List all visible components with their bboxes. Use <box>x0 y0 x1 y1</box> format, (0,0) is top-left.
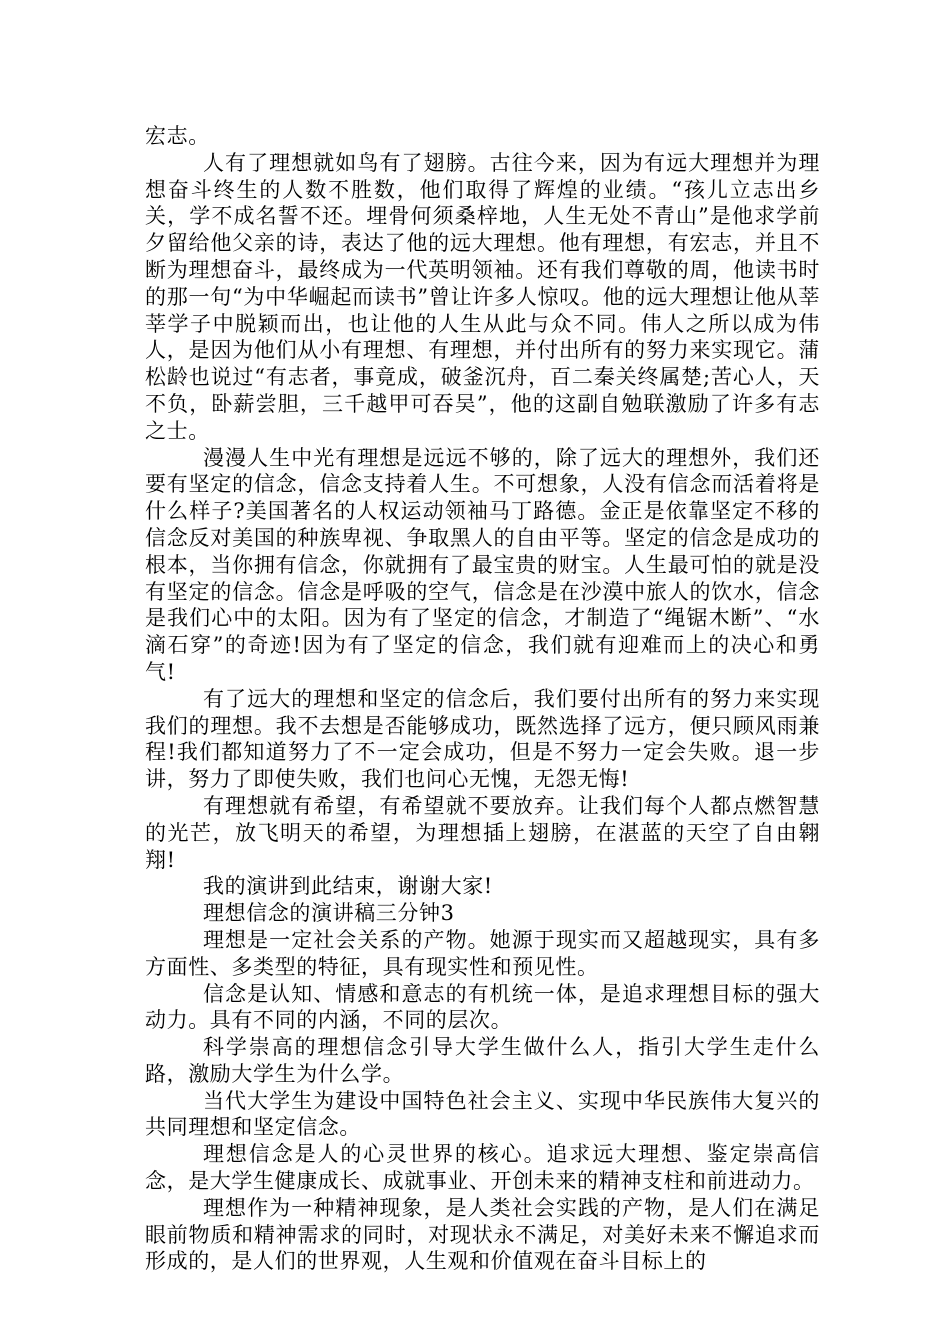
paragraph: 人有了理想就如鸟有了翅膀。古往今来，因为有远大理想并为理想奋斗终生的人数不胜数，他们取得了辉煌的业绩。“孩儿立志出乡关，学不成名誓不还。埋骨何须桑梓地，人生无处不青山”是他求学前夕留给他父亲的诗，表达了他的远大理想。他有理想，有宏志，并且不断为理想奋斗，最终成为一代英明领袖。还有我们尊敬的周，他读书时的那一句“为中华崛起而读书”曾让许多人惊叹。他的远大理想让他从莘莘学子中脱颖而出，也让他的人生从此与众不同。伟人之所以成为伟人，是因为他们从小有理想、有理想，并付出所有的努力来实现它。蒲松龄也说过“有志者，事竟成，破釜沉舟，百二秦关终属楚;苦心人，天不负，卧薪尝胆，三千越甲可吞吴”，他的这副自勉联激励了许多有志之士。 <box>145 150 820 443</box>
paragraph: 当代大学生为建设中国特色社会主义、实现中华民族伟大复兴的共同理想和坚定信念。 <box>145 1088 820 1140</box>
paragraph: 有理想就有希望，有希望就不要放弃。让我们每个人都点燃智慧的光芒，放飞明天的希望，为理想插上翅膀，在湛蓝的天空了自由翱翔! <box>145 793 820 872</box>
paragraph-continuation: 宏志。 <box>145 124 210 148</box>
paragraph: 漫漫人生中光有理想是远远不够的，除了远大的理想外，我们还要有坚定的信念，信念支持着人生。不可想象，人没有信念而活着将是什么样子?美国著名的人权运动领袖马丁路德。金正是依靠坚定不移的信念反对美国的种族卑视、争取黑人的自由平等。坚定的信念是成功的根本，当你拥有信念，你就拥有了最宝贵的财宝。人生最可怕的就是没有坚定的信念。信念是呼吸的空气，信念是在沙漠中旅人的饮水，信念是我们心中的太阳。因为有了坚定的信念，才制造了“绳锯木断”、“水滴石穿”的奇迹!因为有了坚定的信念，我们就有迎难而上的决心和勇气! <box>145 445 820 684</box>
paragraph: 有了远大的理想和坚定的信念后，我们要付出所有的努力来实现我们的理想。我不去想是否能够成功，既然选择了远方，便只顾风雨兼程!我们都知道努力了不一定会成功，但是不努力一定会失败。退一步讲，努力了即使失败，我们也问心无愧，无怨无悔! <box>145 686 820 792</box>
paragraph: 理想信念是人的心灵世界的核心。追求远大理想、鉴定崇高信念，是大学生健康成长、成就事业、开创未来的精神支柱和前进动力。 <box>145 1142 820 1194</box>
paragraph: 理想作为一种精神现象，是人类社会实践的产物，是人们在满足眼前物质和精神需求的同时，对现状永不满足，对美好未来不懈追求而形成的，是人们的世界观，人生观和价值观在奋斗目标上的 <box>145 1195 820 1274</box>
paragraph: 科学崇高的理想信念引导大学生做什么人，指引大学生走什么路，激励大学生为什么学。 <box>145 1035 820 1086</box>
paragraph: 理想是一定社会关系的产物。她源于现实而又超越现实，具有多方面性、多类型的特征，具有现实性和预见性。 <box>145 927 820 979</box>
paragraph: 信念是认知、情感和意志的有机统一体，是追求理想目标的强大动力。具有不同的内涵，不同的层次。 <box>145 981 820 1033</box>
paragraph: 我的演讲到此结束，谢谢大家! <box>203 874 493 899</box>
section-heading: 理想信念的演讲稿三分钟3 <box>203 901 455 926</box>
document-body <box>145 123 820 1275</box>
